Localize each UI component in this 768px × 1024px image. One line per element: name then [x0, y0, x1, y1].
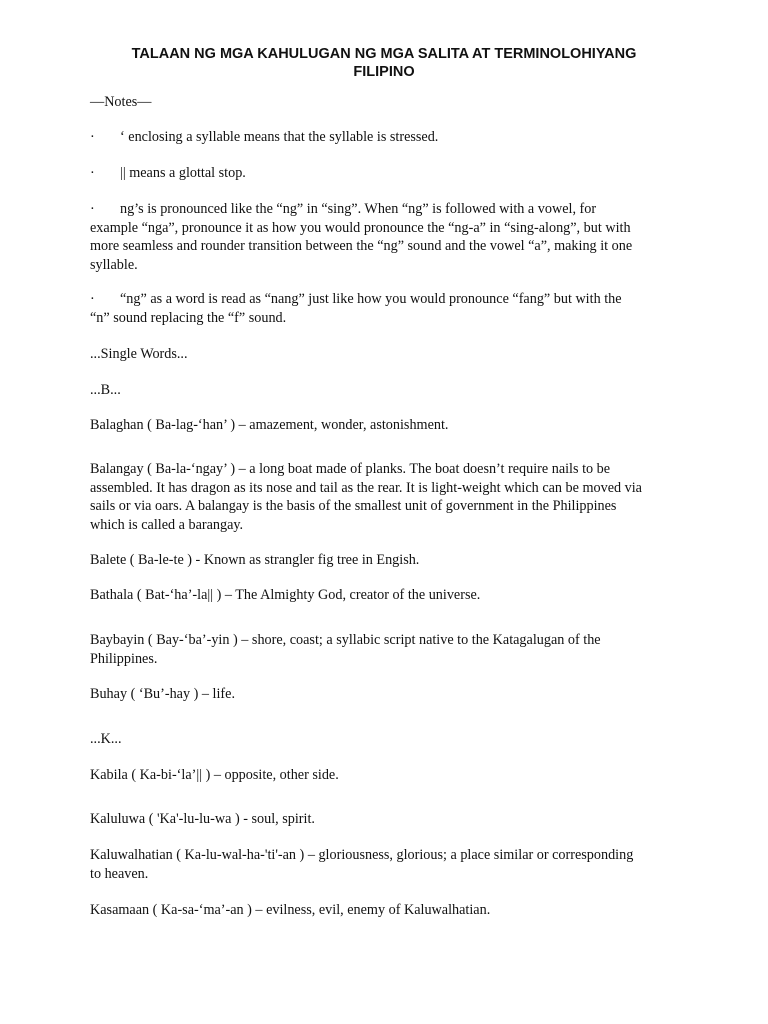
section-heading-b: ...B... [90, 382, 121, 398]
title-line-1: TALAAN NG MGA KAHULUGAN NG MGA SALITA AT TERMINOLOHIYANG [131, 46, 637, 62]
note-1 [90, 128, 690, 147]
entry-line: assembled. It has dragon as its nose and tail as the rear. It is light-weight which can be moved via [90, 479, 642, 496]
entry-line: Balangay ( Ba-la-‘ngay’ ) – a long boat made of planks. The boat doesn’t require nails to be [90, 461, 611, 477]
entry-balangay [90, 460, 690, 534]
note-text: “ng” as a word is read as “nang” just like how you would pronounce “fang” but with the [120, 291, 622, 307]
bullet-icon: · [90, 165, 95, 181]
entry-bathala: Bathala ( Bat-‘ha’-la|| ) – The Almighty God, creator of the universe. [90, 587, 481, 603]
bullet-icon: · [90, 201, 95, 217]
title-line-2: FILIPINO [353, 64, 415, 80]
entry-line: to heaven. [90, 865, 149, 882]
entry-kabila: Kabila ( Ka-bi-‘la’|| ) – opposite, other side. [90, 767, 339, 783]
entry-kaluwalhatian [90, 846, 690, 883]
document-title [0, 45, 768, 81]
entry-balaghan: Balaghan ( Ba-lag-‘han’ ) – amazement, wonder, astonishment. [90, 417, 449, 433]
notes-heading: —Notes— [90, 94, 152, 110]
note-3 [90, 200, 690, 274]
note-text: ‘ enclosing a syllable means that the syllable is stressed. [120, 129, 439, 145]
note-4 [90, 290, 690, 327]
entry-line: sails or via oars. A balangay is the basis of the smallest unit of government in the Philippines [90, 498, 617, 514]
note-2 [90, 164, 690, 183]
entry-baybayin [90, 631, 690, 668]
note-text: || means a glottal stop. [120, 165, 246, 181]
section-heading-k: ...K... [90, 731, 122, 747]
entry-kaluluwa: Kaluluwa ( 'Ka'-lu-lu-wa ) - soul, spirit. [90, 811, 315, 827]
entry-kasamaan: Kasamaan ( Ka-sa-‘ma’-an ) – evilness, evil, enemy of Kaluwalhatian. [90, 902, 491, 918]
bullet-icon: · [90, 291, 95, 307]
note-text-line: syllable. [90, 256, 138, 273]
note-text: ng’s is pronounced like the “ng” in “sing”. When “ng” is followed with a vowel, for [120, 201, 597, 217]
bullet-icon: · [90, 129, 95, 145]
note-text-line: example “nga”, pronounce it as how you would pronounce the “ng-a” in “sing-along”, but with [90, 219, 631, 236]
entry-balete: Balete ( Ba-le-te ) - Known as strangler fig tree in Engish. [90, 552, 420, 568]
note-text-line: more seamless and rounder transition between the “ng” sound and the vowel “a”, making it one [90, 238, 633, 254]
entry-line: Baybayin ( Bay-‘ba’-yin ) – shore, coast; a syllabic script native to the Katagalugan of the [90, 632, 601, 648]
note-text-line: “n” sound replacing the “f” sound. [90, 309, 287, 326]
entry-line: Philippines. [90, 650, 158, 667]
section-heading-single-words: ...Single Words... [90, 346, 188, 362]
entry-buhay: Buhay ( ‘Bu’-hay ) – life. [90, 686, 235, 702]
entry-line: Kaluwalhatian ( Ka-lu-wal-ha-'ti'-an ) – gloriousness, glorious; a place similar or corresponding [90, 847, 634, 863]
entry-line: which is called a barangay. [90, 516, 244, 533]
